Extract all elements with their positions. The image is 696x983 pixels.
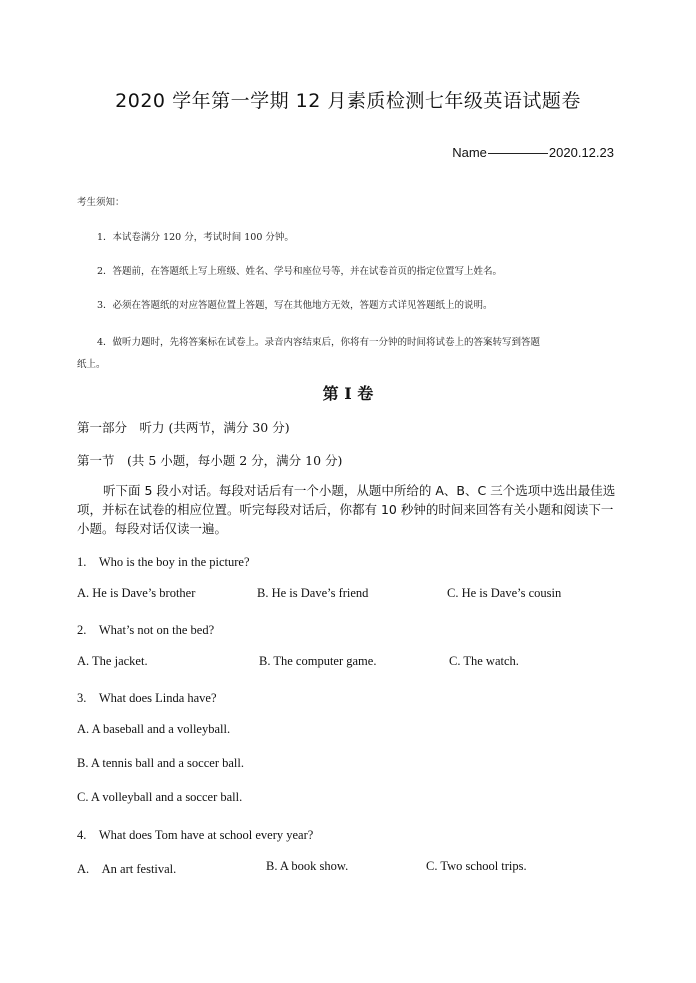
name-blank[interactable] <box>488 153 548 154</box>
question-2: 2. What’s not on the bed? <box>77 623 215 637</box>
q3-option-b: B. A tennis ball and a soccer ball. <box>77 756 244 770</box>
q4-option-c: C. Two school trips. <box>426 859 527 873</box>
q1-option-b: B. He is Dave’s friend <box>257 586 369 600</box>
question-1: 1. Who is the boy in the picture? <box>77 555 250 569</box>
notice-item-3: 3．必须在答题纸的对应答题位置上答题，写在其他地方无效，答题方式详见答题纸上的说明。 <box>97 300 493 311</box>
section-heading: 第一节 (共 5 小题，每小题 2 分，满分 10 分) <box>77 453 343 468</box>
q4-option-a: A. An art festival. <box>77 862 177 876</box>
q2-option-a: A. The jacket. <box>77 654 148 668</box>
listening-instructions: 听下面 5 段小对话。每段对话后有一个小题，从题中所给的 A、B、C 三个选项中选出最佳选项，并标在试卷的相应位置。听完每段对话后，你都有 10 秒钟的时间来回答有关小题和阅读下一小题。每段对话仅读一遍。 <box>77 483 616 536</box>
question-3: 3. What does Linda have? <box>77 691 217 705</box>
notice-item-4-continued: 纸上。 <box>77 359 106 370</box>
q1-option-a: A. He is Dave’s brother <box>77 586 196 600</box>
q1-option-c: C. He is Dave’s cousin <box>447 586 562 600</box>
q3-option-a: A. A baseball and a volleyball. <box>77 722 231 736</box>
q2-option-c: C. The watch. <box>449 654 519 668</box>
notice-heading: 考生须知： <box>77 197 125 208</box>
name-label: Name <box>452 145 487 160</box>
question-4: 4. What does Tom have at school every year? <box>77 828 314 842</box>
notice-item-4 <box>77 332 627 376</box>
q4-option-b: B. A book show. <box>266 859 349 873</box>
volume-heading: 第 I 卷 <box>322 384 374 403</box>
notice-item-1: 1．本试卷满分 120 分，考试时间 100 分钟。 <box>97 232 294 243</box>
exam-date: 2020.12.23 <box>548 145 614 160</box>
q3-option-c: C. A volleyball and a soccer ball. <box>77 790 243 804</box>
notice-item-4-text: 4．做听力题时，先将答案标在试卷上。录音内容结束后，你将有一分钟的时间将试卷上的答案转写到答题 <box>97 337 541 348</box>
notice-item-2: 2．答题前，在答题纸上写上班级、姓名、学号和座位号等，并在试卷首页的指定位置写上姓名。 <box>97 266 503 277</box>
q2-option-b: B. The computer game. <box>259 654 377 668</box>
exam-title: 2020 学年第一学期 12 月素质检测七年级英语试题卷 <box>115 90 581 112</box>
part-heading: 第一部分 听力 (共两节，满分 30 分) <box>77 420 290 435</box>
name-date-line <box>452 145 614 160</box>
